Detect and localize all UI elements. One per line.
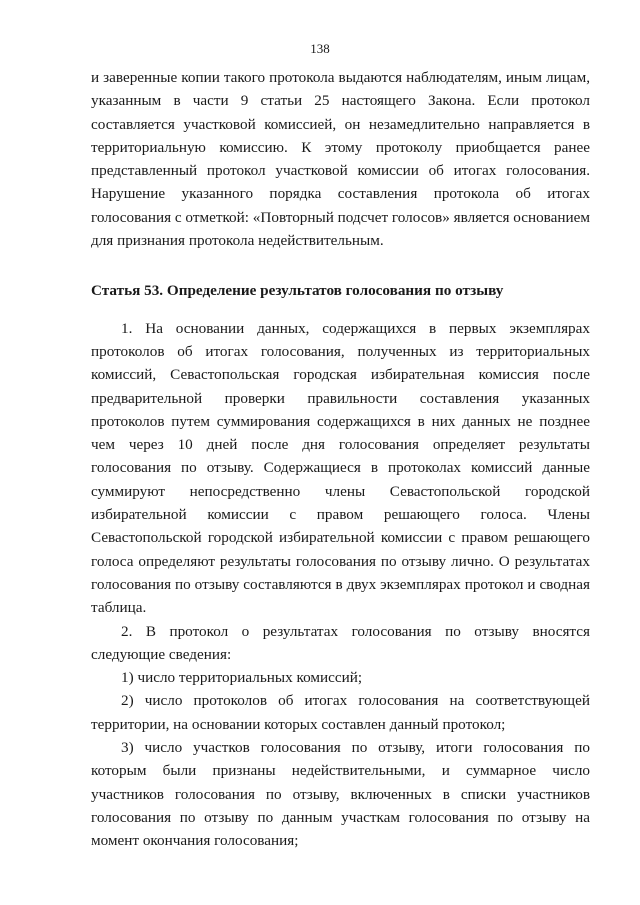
list-item-1: 1) число территориальных комиссий; bbox=[121, 669, 363, 687]
page-number: 138 bbox=[310, 41, 330, 56]
article-heading: Статья 53. Определение результатов голосования по отзыву bbox=[91, 282, 504, 300]
list-item-3: 3) число участков голосования по отзыву, итоги голосования по которым были признаны недействительными, и суммарное число участников голосования по отзыву, включенных в списки участников голосования по отзыву по данным участкам голосования по отзыву на момент окончания голосования; bbox=[91, 739, 590, 850]
document-body bbox=[91, 66, 590, 853]
article-paragraph-1: 1. На основании данных, содержащихся в первых экземплярах протоколов об итогах голосования, полученных из территориальных комиссий, Севастопольская городская избирательная комиссия после предварительной проверки правильности составления указанных протоколов путем суммирования содержащихся в них данных не позднее чем через 10 дней после дня голосования определяет результаты голосования по отзыву. Содержащиеся в протоколах комиссий данные суммируют непосредственно члены Севастопольской городской избирательной комиссии с правом решающего голоса. Члены Севастопольской городской избирательной комиссии с правом решающего голоса определяют результаты голосования по отзыву лично. О результатах голосования по отзыву составляются в двух экземплярах протокол и сводная таблица. bbox=[91, 319, 590, 617]
article-paragraph-2: 2. В протокол о результатах голосования по отзыву вносятся следующие сведения: bbox=[91, 622, 590, 663]
list-item-2: 2) число протоколов об итогах голосования на соответствующей территории, на основании которых составлен данный протокол; bbox=[91, 692, 590, 733]
paragraph-continued: и заверенные копии такого протокола выдаются наблюдателям, иным лицам, указанным в части 9 статьи 25 настоящего Закона. Если протокол составляется участковой комиссией, он незамедлительно направляется в территориальную комиссию. К этому протоколу приобщается ранее представленный протокол участковой комиссии об итогах голосования. Нарушение указанного порядка составления протокола об итогах голосования с отметкой: «Повторный подсчет голосов» является основанием для признания протокола недействительным. bbox=[91, 69, 590, 250]
